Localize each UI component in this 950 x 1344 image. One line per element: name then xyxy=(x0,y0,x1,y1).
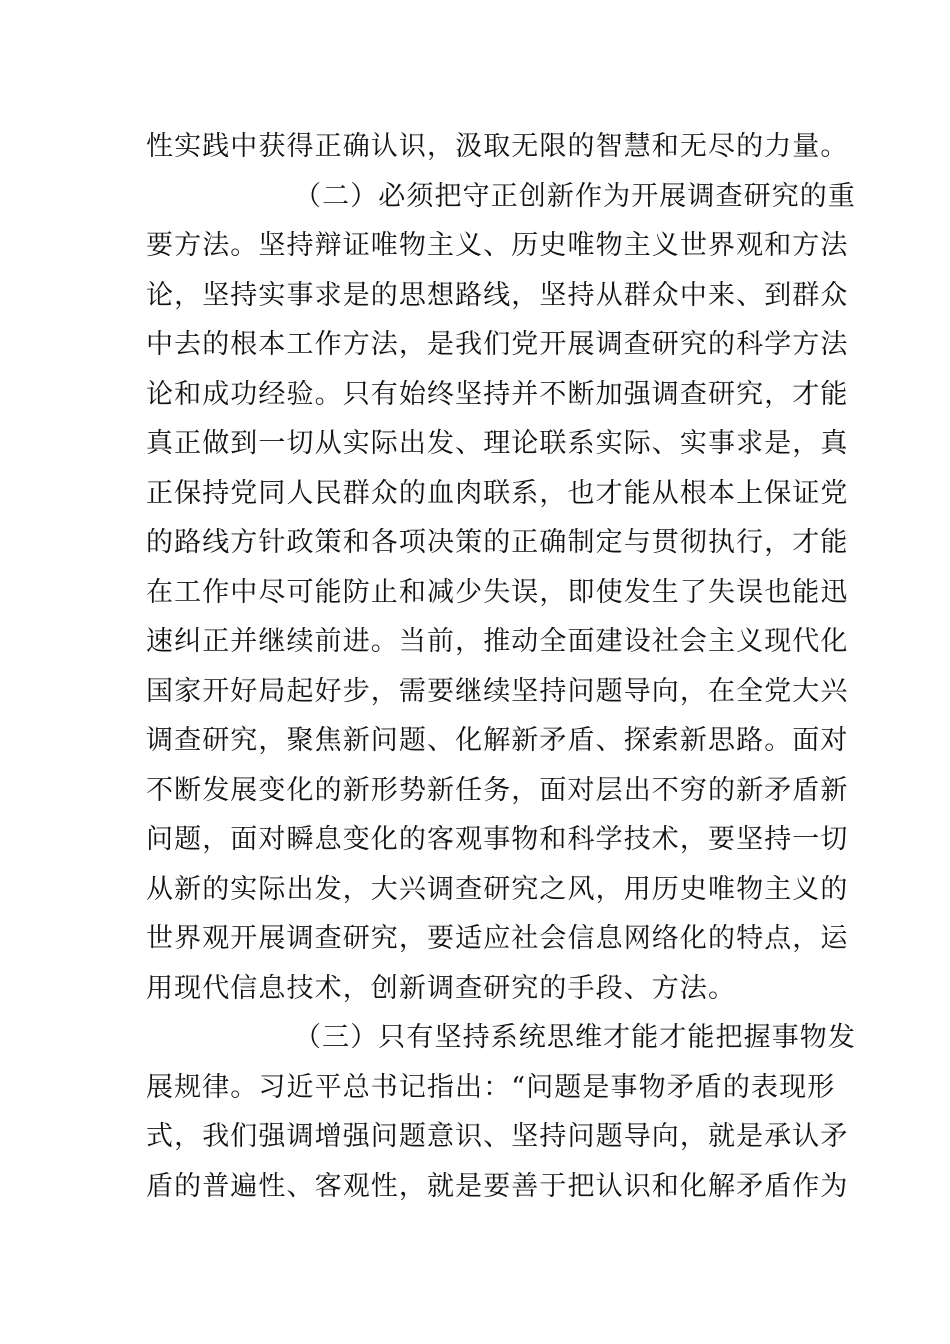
text-line: 正保持党同人民群众的血肉联系，也才能从根本上保证党 xyxy=(146,477,849,509)
text-line: 世界观开展调查研究，要适应社会信息网络化的特点，运 xyxy=(146,923,849,954)
text-line: 不断发展变化的新形势新任务，面对层出不穷的新矛盾新 xyxy=(146,774,849,806)
text-line: 要方法。坚持辩证唯物主义、历史唯物主义世界观和方法 xyxy=(146,230,849,261)
text-line: 中去的根本工作方法，是我们党开展调查研究的科学方法 xyxy=(146,329,849,360)
section-heading-two: （二）必须把守正创新作为开展调查研究的重 xyxy=(294,180,856,212)
text-line: 展规律。习近平总书记指出：“问题是事物矛盾的表现形 xyxy=(146,1071,836,1103)
text-line: 性实践中获得正确认识，汲取无限的智慧和无尽的力量。 xyxy=(146,131,849,162)
section-heading-three: （三）只有坚持系统思维才能才能把握事物发 xyxy=(294,1022,856,1053)
text-line: 调查研究，聚焦新问题、化解新矛盾、探索新思路。面对 xyxy=(146,725,849,756)
text-line: 盾的普遍性、客观性，就是要善于把认识和化解矛盾作为 xyxy=(146,1170,849,1202)
text-line: 的路线方针政策和各项决策的正确制定与贯彻执行，才能 xyxy=(146,527,849,558)
text-line: 用现代信息技术，创新调查研究的手段、方法。 xyxy=(146,972,737,1004)
text-line: 国家开好局起好步，需要继续坚持问题导向，在全党大兴 xyxy=(146,675,849,707)
text-line: 论和成功经验。只有始终坚持并不断加强调查研究，才能 xyxy=(146,378,849,410)
text-line: 真正做到一切从实际出发、理论联系实际、实事求是，真 xyxy=(146,428,849,459)
text-line: 论，坚持实事求是的思想路线，坚持从群众中来、到群众 xyxy=(146,279,849,311)
text-line: 速纠正并继续前进。当前，推动全面建设社会主义现代化 xyxy=(146,626,849,657)
body-text xyxy=(146,122,856,1211)
text-line: 问题，面对瞬息变化的客观事物和科学技术，要坚持一切 xyxy=(146,824,849,855)
text-line: 从新的实际出发，大兴调查研究之风，用历史唯物主义的 xyxy=(146,873,849,905)
text-line: 式，我们强调增强问题意识、坚持问题导向，就是承认矛 xyxy=(146,1121,849,1152)
text-line: 在工作中尽可能防止和减少失误，即使发生了失误也能迅 xyxy=(146,576,849,608)
